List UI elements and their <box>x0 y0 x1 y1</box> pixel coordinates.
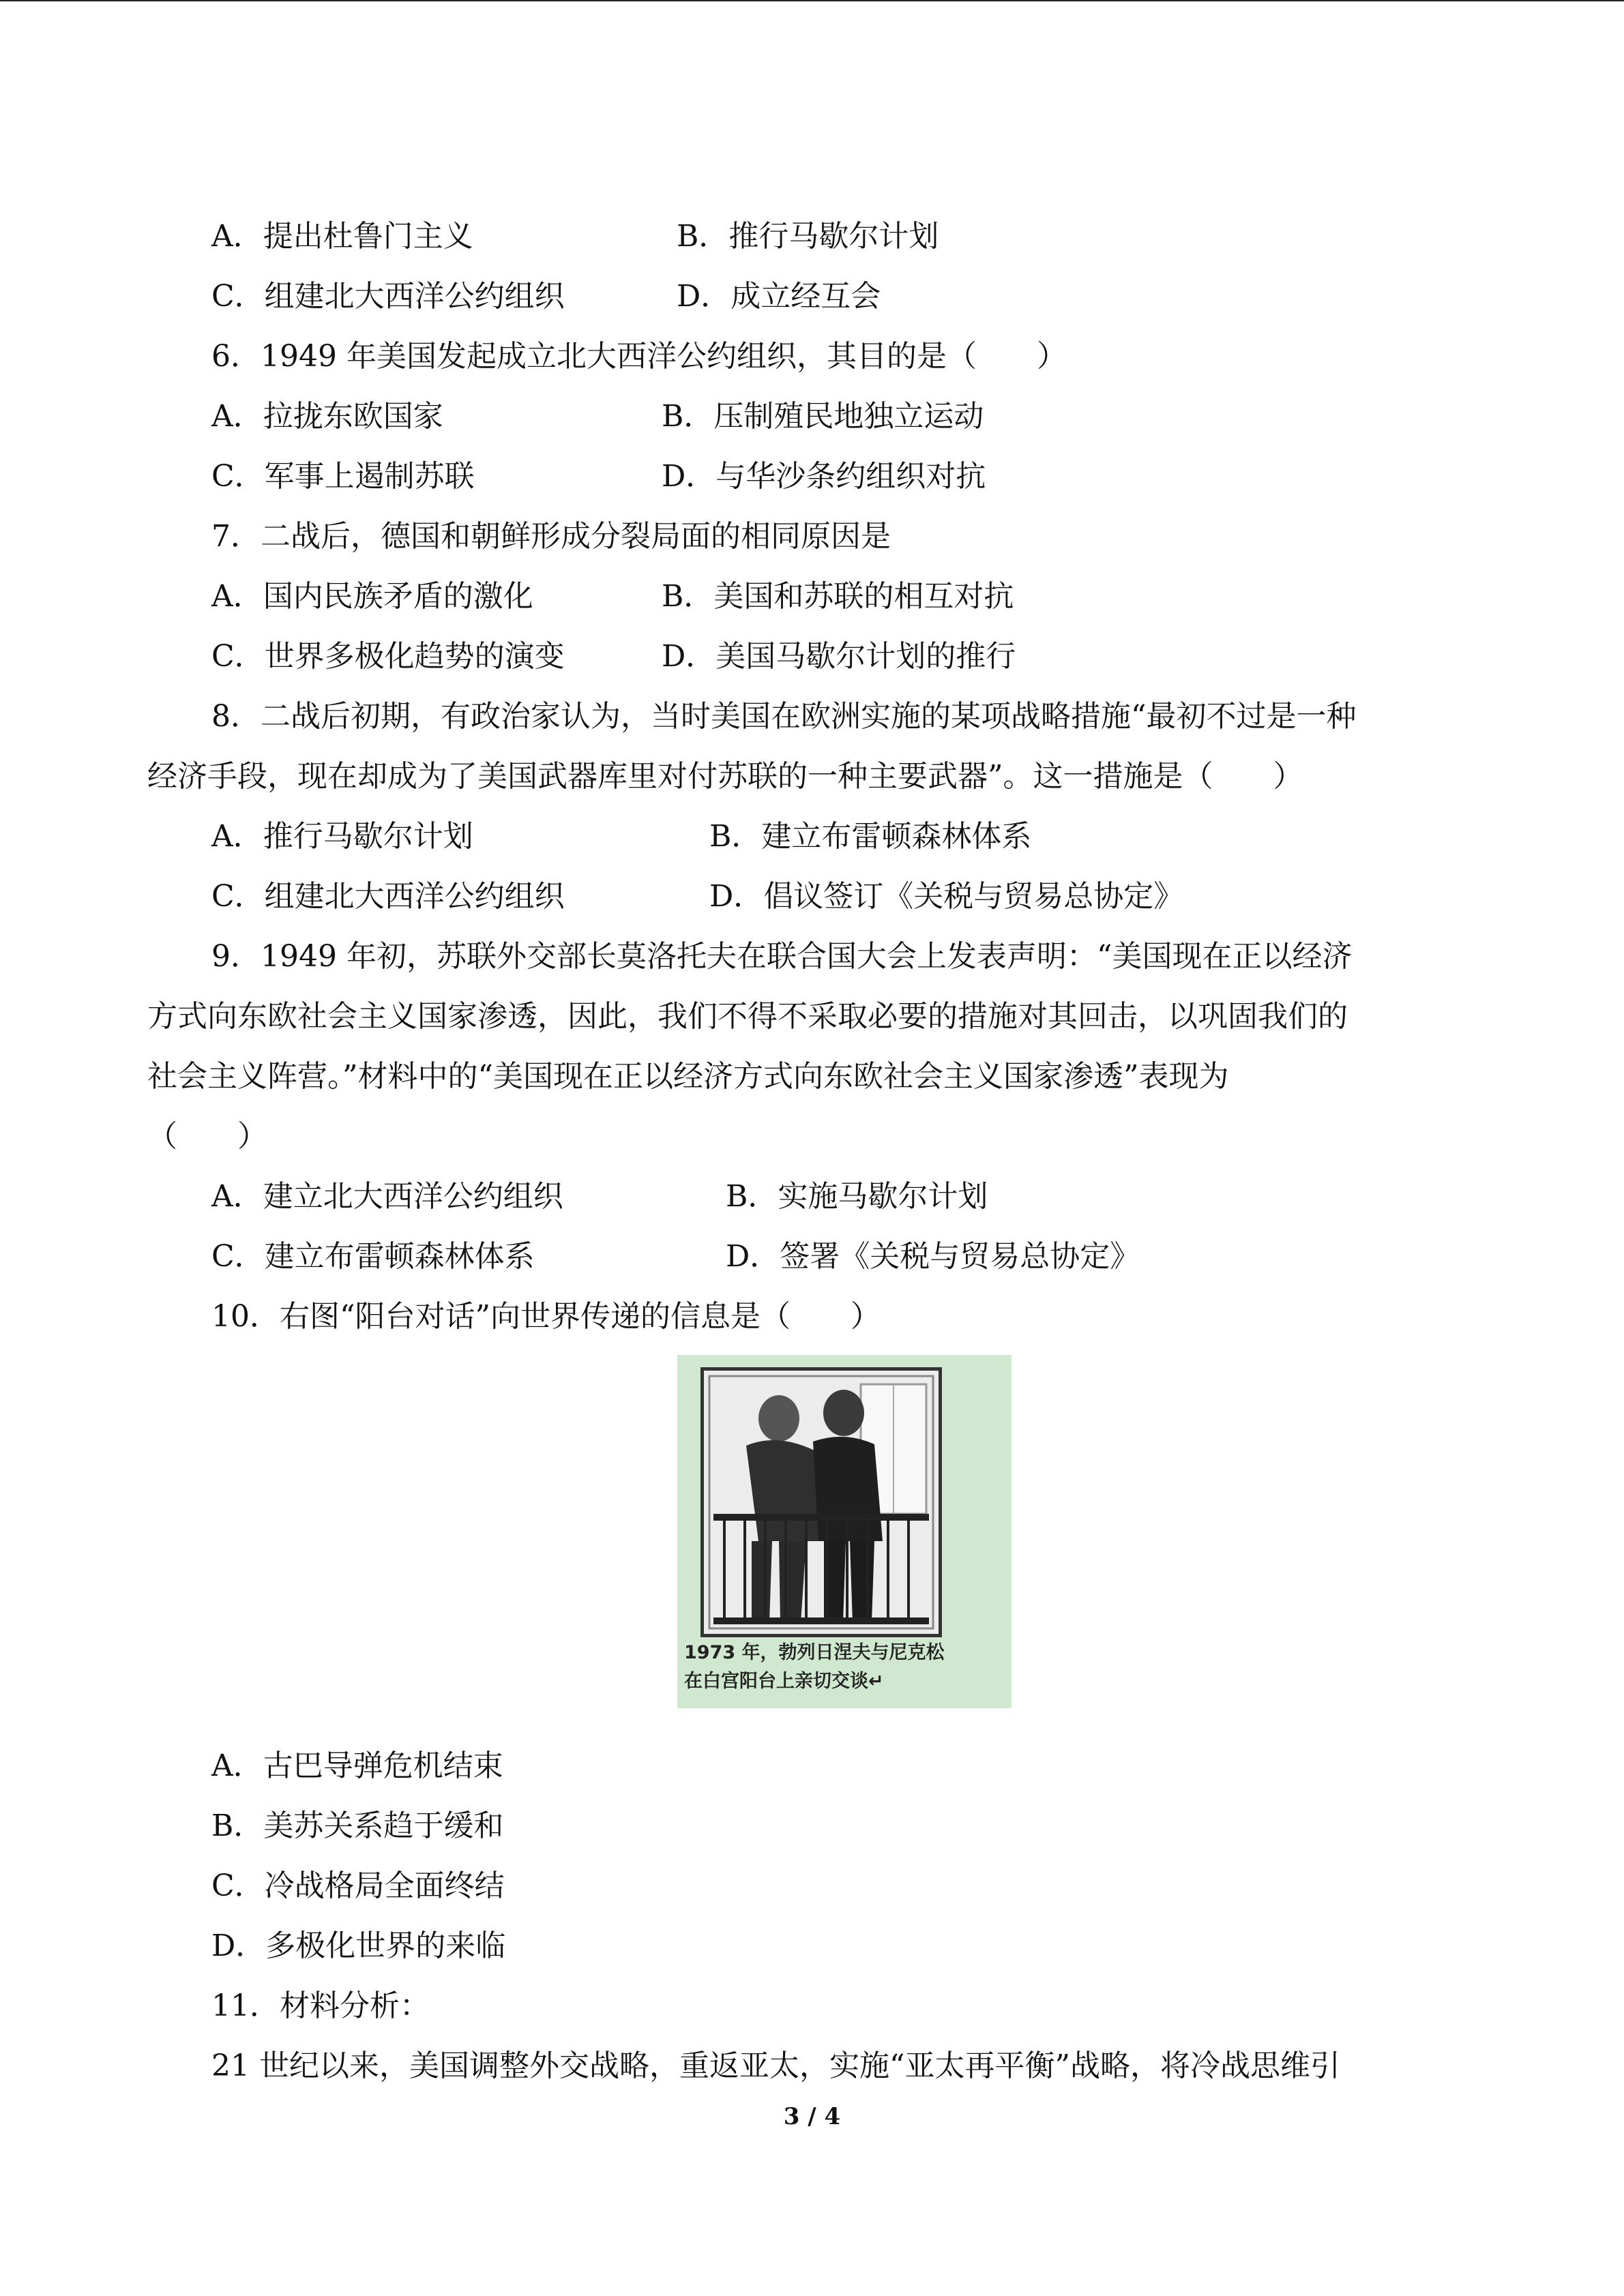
q10-option-c: C．冷战格局全面终结 <box>211 1868 505 1903</box>
q9-option-b: B．实施马歇尔计划 <box>726 1179 988 1214</box>
q7-option-b: B．美国和苏联的相互对抗 <box>662 579 1014 614</box>
balcony-photo-figure <box>677 1355 1012 1708</box>
q5-option-c: C．组建北大西洋公约组织 <box>211 279 565 314</box>
q8-stem-line2: 经济手段，现在却成为了美国武器库里对付苏联的一种主要武器”。这一措施是（ ） <box>147 759 1303 794</box>
q6-option-b: B．压制殖民地独立运动 <box>662 399 984 434</box>
q6-stem: 6．1949 年美国发起成立北大西洋公约组织，其目的是（ ） <box>211 339 1067 374</box>
balcony-photo-drawing <box>704 1371 939 1634</box>
q10-option-a: A．古巴导弹危机结束 <box>211 1748 503 1783</box>
q11-stem: 11．材料分析： <box>211 1988 430 2023</box>
q5-option-a: A．提出杜鲁门主义 <box>211 219 473 254</box>
q6-option-d: D．与华沙条约组织对抗 <box>662 459 986 494</box>
q8-option-a: A．推行马歇尔计划 <box>211 819 473 854</box>
q10-option-d: D．多极化世界的来临 <box>211 1928 506 1963</box>
q10-stem: 10．右图“阳台对话”向世界传递的信息是（ ） <box>211 1299 881 1334</box>
q8-option-b: B．建立布雷顿森林体系 <box>709 819 1032 854</box>
q9-stem-line4: （ ） <box>147 1119 267 1154</box>
q8-option-d: D．倡议签订《关税与贸易总协定》 <box>709 879 1184 914</box>
q8-option-c: C．组建北大西洋公约组织 <box>211 879 565 914</box>
balcony-photo <box>700 1367 942 1637</box>
q8-stem-line1: 8．二战后初期，有政治家认为，当时美国在欧洲实施的某项战略措施“最初不过是一种 <box>211 699 1357 734</box>
photo-caption-line2: 在白宫阳台上亲切交谈↵ <box>684 1671 884 1692</box>
q7-option-d: D．美国马歇尔计划的推行 <box>662 639 1016 674</box>
q10-option-b: B．美苏关系趋于缓和 <box>211 1808 504 1843</box>
q11-material-line1: 21 世纪以来，美国调整外交战略，重返亚太，实施“亚太再平衡”战略，将冷战思维引 <box>211 2048 1340 2083</box>
q5-option-b: B．推行马歇尔计划 <box>677 219 939 254</box>
q6-option-a: A．拉拢东欧国家 <box>211 399 443 434</box>
q9-stem-line3: 社会主义阵营。”材料中的“美国现在正以经济方式向东欧社会主义国家渗透”表现为 <box>147 1059 1229 1094</box>
q9-stem-line2: 方式向东欧社会主义国家渗透，因此，我们不得不采取必要的措施对其回击，以巩固我们的 <box>147 999 1348 1034</box>
q7-option-a: A．国内民族矛盾的激化 <box>211 579 533 614</box>
q5-option-d: D．成立经互会 <box>677 279 881 314</box>
q6-option-c: C．军事上遏制苏联 <box>211 459 475 494</box>
photo-caption-line1: 1973 年，勃列日涅夫与尼克松 <box>684 1642 945 1663</box>
q7-option-c: C．世界多极化趋势的演变 <box>211 639 565 674</box>
q7-stem: 7．二战后，德国和朝鲜形成分裂局面的相同原因是 <box>211 519 891 554</box>
q9-option-d: D．签署《关税与贸易总协定》 <box>726 1239 1140 1274</box>
q9-stem-line1: 9．1949 年初，苏联外交部长莫洛托夫在联合国大会上发表声明：“美国现在正以经济 <box>211 939 1353 974</box>
q9-option-c: C．建立布雷顿森林体系 <box>211 1239 535 1274</box>
photo-caption <box>684 1639 1009 1696</box>
q9-option-a: A．建立北大西洋公约组织 <box>211 1179 563 1214</box>
page-number: 3 / 4 <box>783 2103 841 2130</box>
